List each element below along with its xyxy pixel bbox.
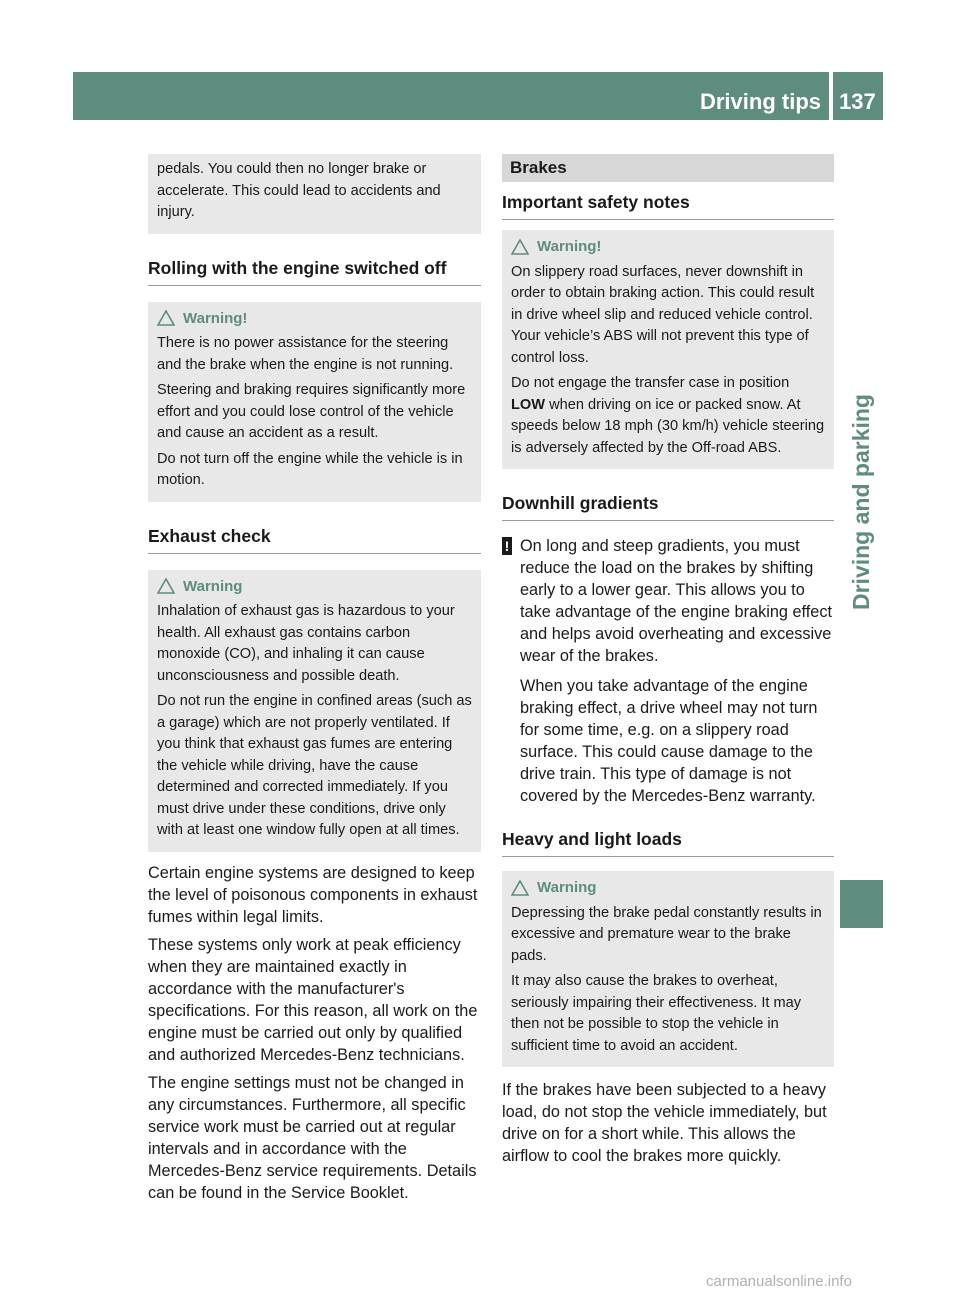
section-tab [840, 120, 883, 910]
page-number: 137 [839, 89, 876, 114]
warning-box-safety [502, 230, 834, 469]
warning-box-rolling [148, 302, 481, 502]
body-paragraph: Certain engine systems are designed to keep the level of poisonous components in exhaust fumes within legal limits. [148, 863, 478, 926]
left-column [148, 154, 481, 1210]
warning-text: Inhalation of exhaust gas is hazardous to your health. All exhaust gas contains carbon monoxide (CO), and inhaling it can cause unconsciousness and possible death. [157, 603, 455, 684]
warning-label: Warning! [183, 309, 248, 327]
heading-loads: Heavy and light loads [502, 829, 834, 857]
warning-label: Warning [183, 577, 243, 595]
page-title: Driving tips [699, 89, 821, 114]
body-paragraph: The engine settings must not be changed in any circumstances. Furthermore, all specific service work must be carried out at regular intervals and in accordance with the Mercedes-Benz service requirements. Details can be found in the Service Booklet. [148, 1073, 477, 1202]
right-column [502, 154, 834, 1173]
heading-rolling: Rolling with the engine switched off [148, 258, 481, 286]
exhaust-body [148, 862, 481, 1204]
warning-label: Warning! [537, 238, 602, 255]
section-title-brakes: Brakes [502, 154, 834, 182]
warning-text: There is no power assistance for the steering and the brake when the engine is not running. [157, 335, 454, 373]
body-paragraph: These systems only work at peak efficiency when they are maintained exactly in accordance with the manufacturer's specifications. For this reason, all work on the engine must be carried out only by qualified and authorized Mercedes-Benz technicians. [148, 935, 478, 1064]
warning-triangle-icon [157, 310, 175, 326]
header-bar [73, 72, 883, 120]
warning-header [157, 308, 473, 330]
low-label: LOW [511, 396, 546, 413]
heading-safety: Important safety notes [502, 192, 834, 220]
section-label: Driving and parking [848, 394, 874, 610]
watermark: carmanualsonline.info [706, 1273, 852, 1290]
warning-box-exhaust [148, 570, 481, 852]
warning-label: Warning [537, 879, 597, 896]
note-downhill [502, 535, 834, 815]
exclamation-icon: ! [502, 537, 512, 555]
warning-text: It may also cause the brakes to overheat, seriously impairing their effectiveness. It may then not be possible to stop the vehicle in sufficient time to avoid an accident. [511, 973, 802, 1054]
warning-text: Steering and braking requires significantly more effort and you could lose control of the vehicle and cause an accident as a result. [157, 382, 466, 441]
warning-triangle-icon [511, 239, 529, 255]
note-paragraph: On long and steep gradients, you must reduce the load on the brakes by shifting early to a lower gear. This allows you to take advantage of the engine braking effect and helps avoid overheating and excessive wear of the brakes. [520, 537, 832, 665]
warning-text: pedals. You could then no longer brake or accelerate. This could lead to accidents and injury. [157, 161, 441, 220]
heading-downhill: Downhill gradients [502, 493, 834, 521]
warning-text: Do not run the engine in confined areas (such as a garage) which are not properly ventilated. If you think that exhaust gas fumes are entering the vehicle while driving, have the cause determined and corrected immediately. If you must drive under these conditions, drive only with at least one window fully open at all times. [157, 693, 472, 838]
warning-box-continued [148, 154, 481, 234]
section-marker [840, 880, 883, 928]
note-paragraph: When you take advantage of the engine braking effect, a drive wheel may not turn for some time, e.g. on a slippery road surface. This could cause damage to the drive train. This type of damage is not covered by the Mercedes-Benz warranty. [520, 677, 818, 805]
warning-header [511, 236, 826, 258]
body-paragraph: If the brakes have been subjected to a heavy load, do not stop the vehicle immediately, but drive on for a short while. This allows the airflow to cool the brakes more quickly. [502, 1081, 827, 1165]
warning-header [157, 576, 473, 598]
heading-exhaust: Exhaust check [148, 526, 481, 554]
warning-text: On slippery road surfaces, never downshift in order to obtain braking action. This could result in drive wheel slip and reduced vehicle control. Your vehicle’s ABS will not prevent this type of control loss. [511, 263, 815, 366]
header-divider [829, 72, 833, 120]
warning-header [511, 877, 826, 899]
warning-triangle-icon [157, 578, 175, 594]
warning-triangle-icon [511, 880, 529, 896]
warning-text: Do not engage the transfer case in position LOW when driving on ice or packed snow. At speeds below 18 mph (30 km/h) vehicle steering is adversely affected by the Off-road ABS. [511, 375, 825, 456]
warning-text: Do not turn off the engine while the vehicle is in motion. [157, 450, 463, 488]
warning-box-loads [502, 871, 834, 1067]
warning-text: Depressing the brake pedal constantly results in excessive and premature wear to the brake pads. [511, 904, 822, 964]
note-text [520, 535, 834, 815]
